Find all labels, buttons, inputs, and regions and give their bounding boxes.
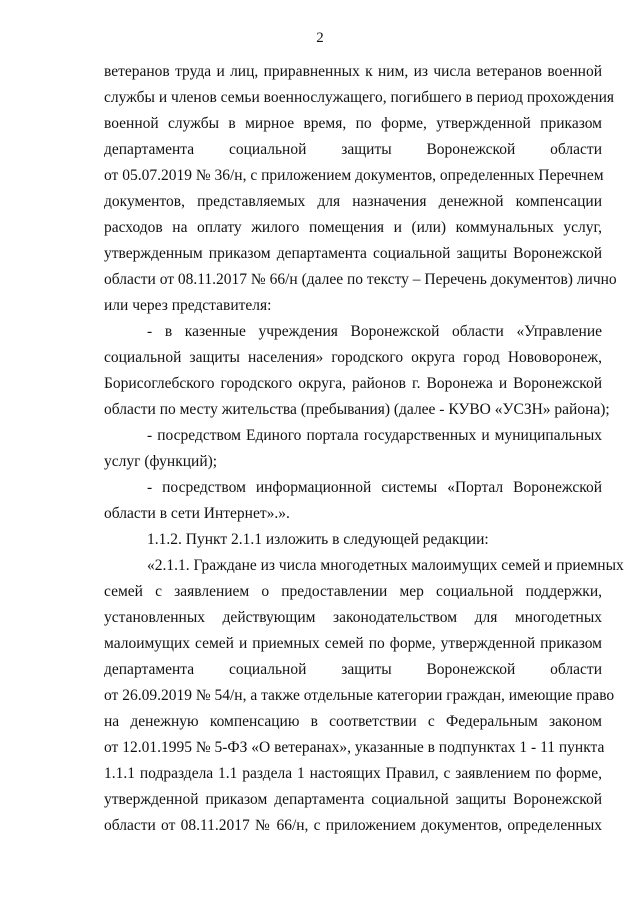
text-line: документов, представляемых для назначения денежной компенсации [104,193,602,210]
text-line: установленных действующим законодательством для многодетных [104,609,602,626]
text-line: от 05.07.2019 № 36/н, с приложением документов, определенных Перечнем [104,167,604,184]
text-line: 1.1.1 подраздела 1.1 раздела 1 настоящих Правил, с заявлением по форме, [104,765,602,782]
list-item-line: - посредством информационной системы «Портал Воронежской [147,479,602,496]
text-line: семей с заявлением о предоставлении мер социальной поддержки, [104,583,602,600]
text-line: малоимущих семей и приемных семей по форме, утвержденной приказом [104,635,602,652]
paragraph-first-line: «2.1.1. Граждане из числа многодетных малоимущих семей и приемных [147,557,624,574]
text-line: области по месту жительства (пребывания) (далее - КУВО «УСЗН» района); [104,401,610,418]
text-line: ветеранов труда и лиц, приравненных к ним, из числа ветеранов военной [104,63,602,80]
page-number: 2 [316,30,324,46]
text-line: военной службы в мирное время, по форме, утвержденной приказом [104,115,602,132]
text-line: утвержденной приказом департамента социальной защиты Воронежской [104,791,602,808]
text-line: области от 08.11.2017 № 66/н, с приложением документов, определенных [104,817,602,834]
text-line: на денежную компенсацию в соответствии с Федеральным законом [104,713,602,730]
text-line: департамента социальной защиты Воронежской области [104,141,602,158]
text-line: или через представителя: [104,297,272,314]
text-line: области от 08.11.2017 № 66/н (далее по тексту – Перечень документов) лично [104,271,617,288]
list-item-line: - посредством Единого портала государственных и муниципальных [147,427,602,444]
text-line: области в сети Интернет».». [104,505,290,522]
text-line: от 12.01.1995 № 5-ФЗ «О ветеранах», указанные в подпунктах 1 - 11 пункта [104,739,605,756]
text-line: Борисоглебского городского округа, районов г. Воронежа и Воронежской [104,375,602,392]
section-heading-line: 1.1.2. Пункт 2.1.1 изложить в следующей редакции: [147,531,489,548]
text-line: расходов на оплату жилого помещения и (или) коммунальных услуг, [104,219,602,236]
text-line: департамента социальной защиты Воронежской области [104,661,602,678]
text-line: от 26.09.2019 № 54/н, а также отдельные категории граждан, имеющие право [104,687,615,704]
text-line: социальной защиты населения» городского округа город Нововоронеж, [104,349,602,366]
text-line: утвержденным приказом департамента социальной защиты Воронежской [104,245,602,262]
text-line: службы и членов семьи военнослужащего, погибшего в период прохождения [104,89,615,106]
text-line: услуг (функций); [104,453,218,470]
list-item-line: - в казенные учреждения Воронежской области «Управление [147,323,602,340]
